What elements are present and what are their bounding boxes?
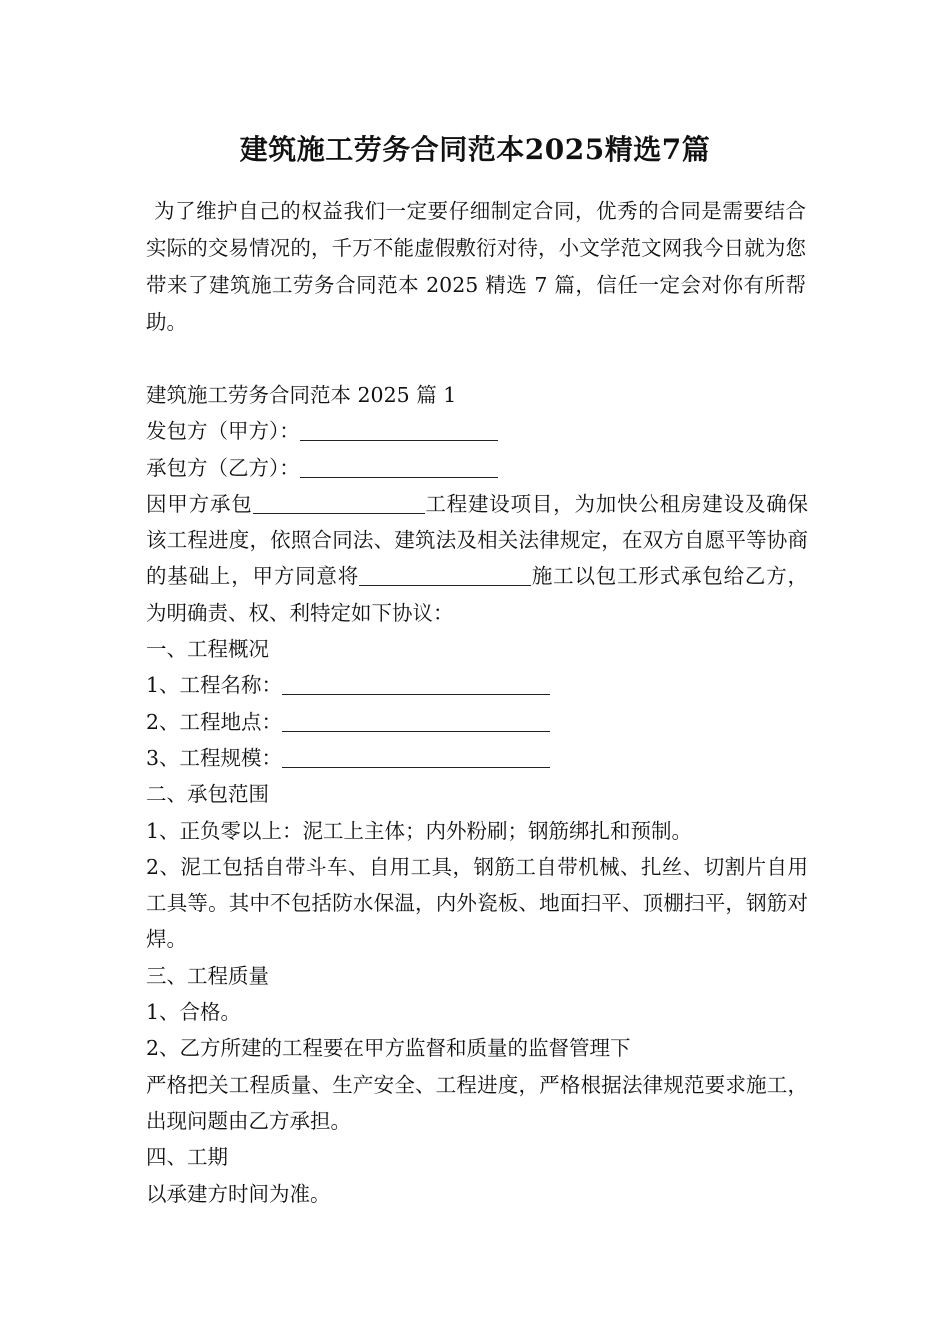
- contract-body: [146, 377, 808, 1212]
- party-a-label: 发包方（甲方）：: [146, 419, 300, 444]
- agreement-text-2: 工程建设项目，为加快公租房建设及确保该工程进度，依照合同法、建筑法及相关法律规定，在双方自愿平等协商的基础上，甲方同意将: [146, 491, 809, 589]
- project-name-label: 1、工程名称：: [146, 673, 283, 698]
- agreement-paragraph: [146, 486, 808, 631]
- party-b-line: [146, 450, 808, 486]
- agreement-text-3: 施工以包工形式承包给乙方，为明确责、权、利特定如下协议：: [146, 564, 809, 625]
- scope-item-1: 1、正负零以上：泥工上主体；内外粉刷；钢筋绑扎和预制。: [146, 818, 693, 843]
- quality-item-1: 1、合格。: [146, 1000, 242, 1025]
- project-scale-label: 3、工程规模：: [146, 745, 283, 770]
- intro-paragraph: 为了维护自己的权益我们一定要仔细制定合同，优秀的合同是需要结合实际的交易情况的，千万不能虚假敷衍对待，小文学范文网我今日就为您带来了建筑施工劳务合同范本 2025 精选 7 篇，信任一定会对你有所帮助。: [146, 199, 806, 334]
- quality-item-2: 2、乙方所建的工程要在甲方监督和质量的监督管理下: [146, 1036, 631, 1061]
- project-name-blank: [282, 672, 550, 695]
- period-item-1: 以承建方时间为准。: [146, 1181, 331, 1206]
- scope-blank: [359, 563, 531, 586]
- heading-scope: 二、承包范围: [146, 782, 269, 807]
- heading-quality: 三、工程质量: [146, 963, 269, 988]
- project-scale-line: [146, 740, 808, 776]
- party-b-blank: [300, 455, 498, 478]
- heading-overview: 一、工程概况: [146, 637, 269, 662]
- agreement-text-1: 因甲方承包: [146, 491, 253, 516]
- project-scale-blank: [282, 745, 550, 768]
- project-name-line: [146, 667, 808, 703]
- project-blank: [253, 491, 425, 514]
- project-location-label: 2、工程地点：: [146, 709, 283, 734]
- scope-item-2: 2、泥工包括自带斗车、自用工具，钢筋工自带机械、扎丝、切割片自用工具等。其中不包括防水保温，内外瓷板、地面扫平、顶棚扫平，钢筋对焊。: [146, 854, 808, 952]
- party-a-blank: [300, 418, 498, 441]
- party-a-line: [146, 413, 808, 449]
- quality-item-3: 严格把关工程质量、生产安全、工程进度，严格根据法律规范要求施工，出现问题由乙方承担。: [146, 1072, 808, 1133]
- section-heading: 建筑施工劳务合同范本 2025 篇 1: [146, 383, 457, 407]
- party-b-label: 承包方（乙方）：: [146, 455, 300, 480]
- project-location-blank: [282, 709, 550, 732]
- document-title: 建筑施工劳务合同范本2025精选7篇: [239, 133, 711, 166]
- project-location-line: [146, 704, 808, 740]
- heading-period: 四、工期: [146, 1145, 228, 1170]
